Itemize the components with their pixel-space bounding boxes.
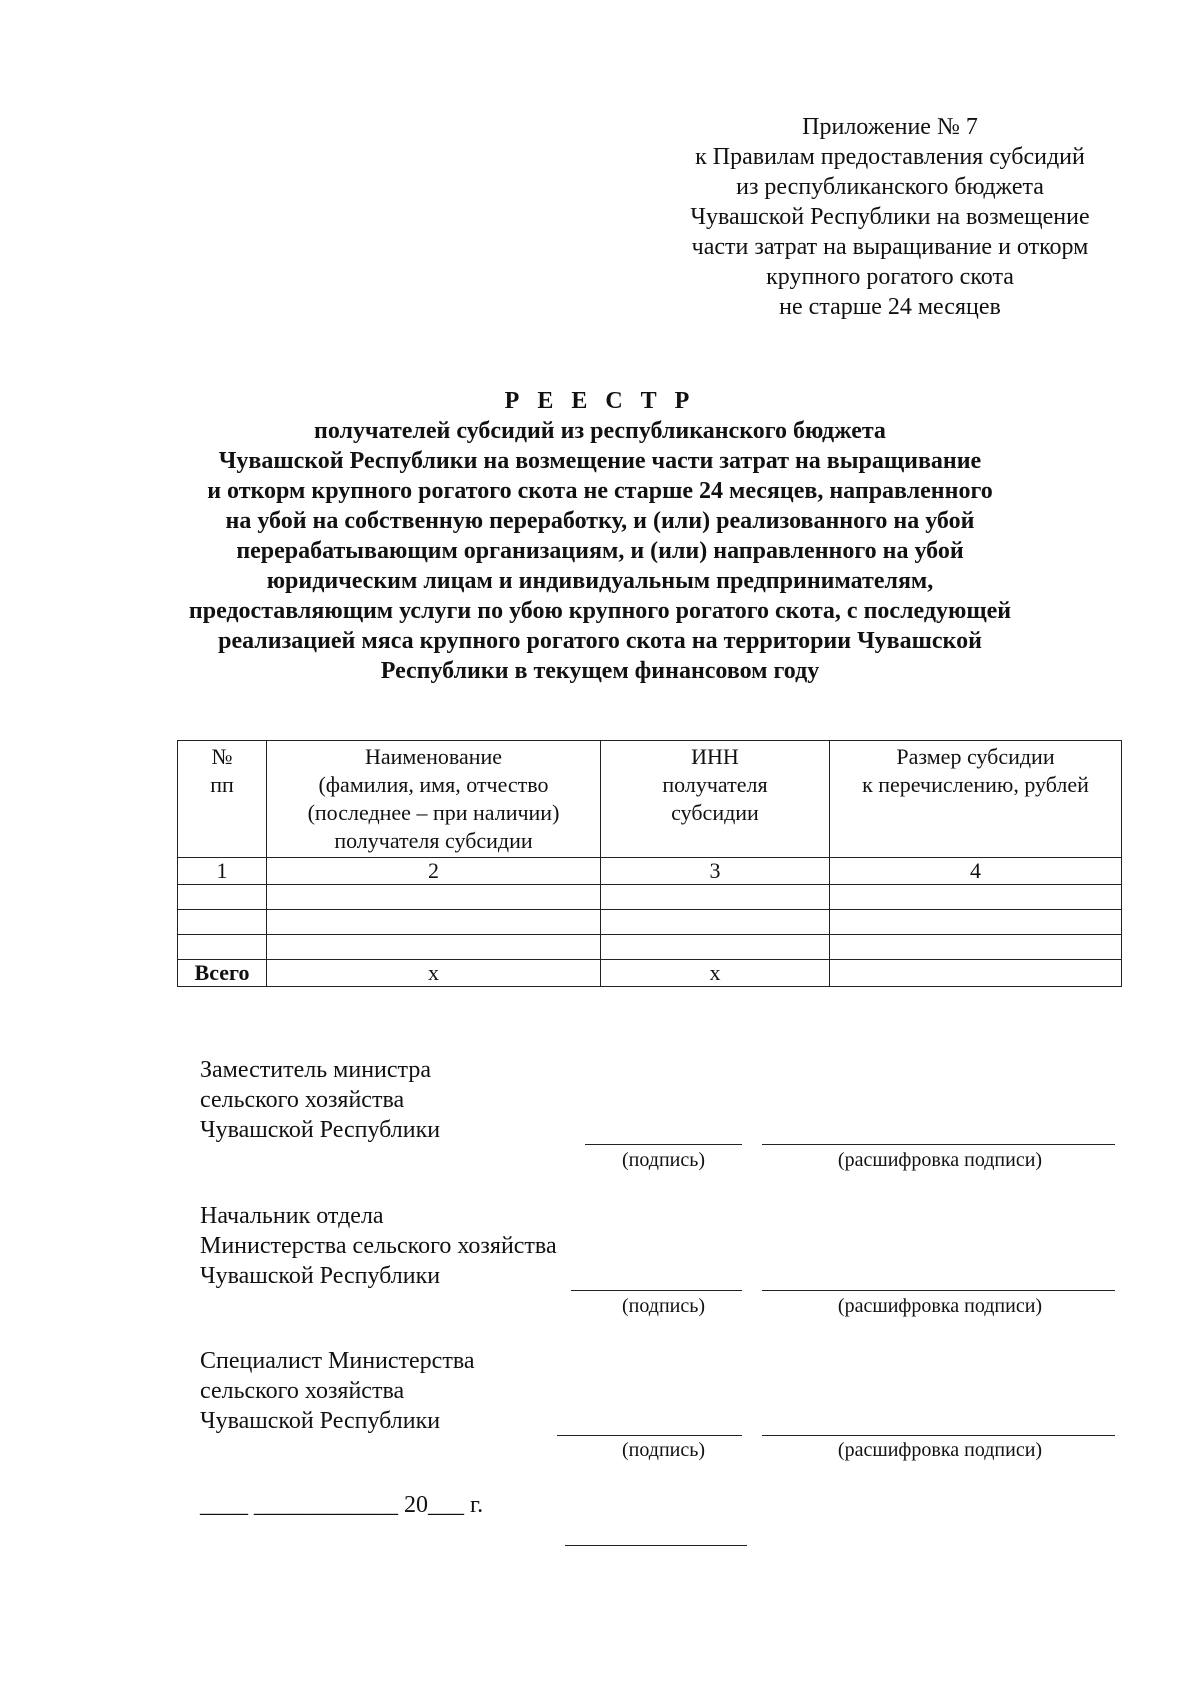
signature-block-department-head (200, 1201, 1120, 1291)
position-line: Начальник отдела (200, 1203, 384, 1229)
appendix-line: не старше 24 месяцев (779, 294, 1001, 320)
total-row (178, 960, 1122, 987)
appendix-line: крупного рогатого скота (766, 264, 1014, 290)
table-row (178, 910, 1122, 935)
position-line: сельского хозяйства (200, 1378, 405, 1404)
signature-decoding-caption: (расшифровка подписи) (837, 1295, 1043, 1317)
total-label: Всего (178, 960, 267, 987)
table-cell (267, 935, 601, 960)
table-cell (601, 885, 830, 910)
signature-decoding-caption: (расшифровка подписи) (837, 1439, 1043, 1461)
signature-caption: (подпись) (621, 1149, 706, 1171)
table-row (178, 885, 1122, 910)
bottom-signature-line (565, 1545, 747, 1546)
registry-title (160, 386, 1040, 686)
position-line: сельского хозяйства (200, 1087, 405, 1113)
signature-decoding-line (762, 1144, 1115, 1145)
signature-block-deputy-minister (200, 1055, 1120, 1145)
position-line: Заместитель министра (200, 1057, 431, 1083)
table-cell (178, 885, 267, 910)
position-line: Чувашской Республики (200, 1117, 441, 1143)
position-line: Министерства сельского хозяйства (200, 1233, 557, 1259)
table-cell (267, 885, 601, 910)
signature-decoding-line (762, 1290, 1115, 1291)
column-number: 1 (178, 858, 267, 885)
signature-line (571, 1290, 742, 1291)
title-line: получателей субсидий из республиканского бюджета (314, 418, 886, 444)
title-line: предоставляющим услуги по убою крупного рогатого скота, с последующей (188, 598, 1012, 624)
signature-decoding-line (762, 1435, 1115, 1436)
header-subsidy-amount: Размер субсидии к перечислению, рублей (830, 741, 1122, 858)
position-line: Чувашской Республики (200, 1408, 441, 1434)
table-row (178, 935, 1122, 960)
column-number: 3 (601, 858, 830, 885)
column-number: 2 (267, 858, 601, 885)
appendix-header (660, 112, 1120, 322)
appendix-line: из республиканского бюджета (736, 174, 1044, 200)
table-cell (267, 910, 601, 935)
table-cell (601, 935, 830, 960)
table-cell (178, 935, 267, 960)
signature-decoding-caption: (расшифровка подписи) (837, 1149, 1043, 1171)
appendix-line: к Правилам предоставления субсидий (695, 144, 1085, 170)
table-cell (830, 935, 1122, 960)
signatory-position (200, 1346, 1120, 1436)
title-line: юридическим лицам и индивидуальным предпринимателям, (266, 568, 934, 594)
column-number-row (178, 858, 1122, 885)
table-header-row (178, 741, 1122, 858)
position-line: Специалист Министерства (200, 1348, 475, 1374)
document-heading: Р Е Е С Т Р (504, 388, 696, 414)
title-line: Чувашской Республики на возмещение части затрат на выращивание (218, 448, 982, 474)
total-cell (830, 960, 1122, 987)
table-cell (601, 910, 830, 935)
table-cell (830, 910, 1122, 935)
title-line: и откорм крупного рогатого скота не старше 24 месяцев, направленного (207, 478, 993, 504)
appendix-line: части затрат на выращивание и откорм (691, 234, 1089, 260)
appendix-line: Приложение № 7 (802, 114, 978, 140)
signature-line (557, 1435, 742, 1436)
signature-caption: (подпись) (621, 1439, 706, 1461)
signatory-position (200, 1201, 1120, 1291)
signature-block-specialist (200, 1346, 1120, 1436)
header-number: № пп (178, 741, 267, 858)
signature-line (585, 1144, 742, 1145)
total-cell: х (601, 960, 830, 987)
title-line: Республики в текущем финансовом году (380, 658, 820, 684)
table-cell (178, 910, 267, 935)
registry-table (177, 740, 1122, 987)
header-inn: ИНН получателя субсидии (601, 741, 830, 858)
column-number: 4 (830, 858, 1122, 885)
document-date: ____ ____________ 20___ г. (200, 1492, 484, 1518)
appendix-line: Чувашской Республики на возмещение (690, 204, 1090, 230)
total-cell: х (267, 960, 601, 987)
table-cell (830, 885, 1122, 910)
position-line: Чувашской Республики (200, 1263, 441, 1289)
title-line: перерабатывающим организациям, и (или) направленного на убой (236, 538, 964, 564)
signature-caption: (подпись) (621, 1295, 706, 1317)
title-line: на убой на собственную переработку, и (или) реализованного на убой (225, 508, 975, 534)
header-name: Наименование (фамилия, имя, отчество (последнее – при наличии) получателя субсидии (267, 741, 601, 858)
signatory-position (200, 1055, 1120, 1145)
title-line: реализацией мяса крупного рогатого скота на территории Чувашской (218, 628, 982, 654)
